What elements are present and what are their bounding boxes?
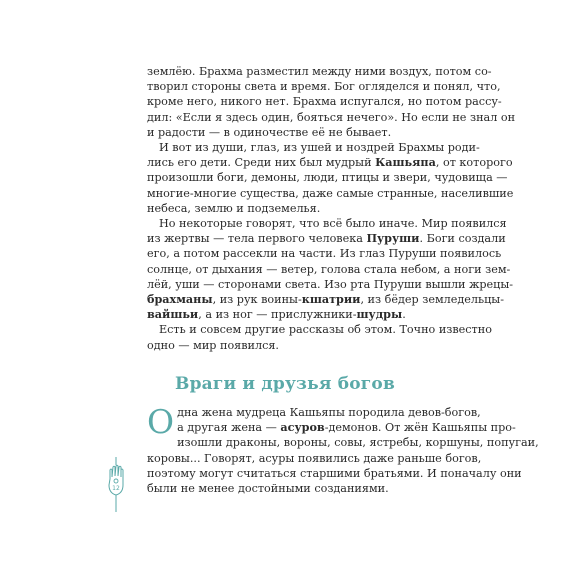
text-line: землёю. Брахма разместил между ними воздух, потом со- <box>147 65 492 78</box>
text-line: дил: «Если я здесь один, бояться нечего». Но если не знал он <box>147 110 516 124</box>
main-text-block <box>147 64 516 353</box>
paragraph-3 <box>147 216 514 322</box>
text-line: солнце, от дыхания — ветер, голова стала небом, а ноги зем- <box>147 262 511 276</box>
text-line: лись его дети. Среди них был мудрый Кашьяпа, от которого <box>147 155 513 170</box>
hamsa-page-number-icon <box>105 457 127 512</box>
text-line: были не менее достойными созданиями. <box>147 482 389 496</box>
text-line: коровы... Говорят, асуры появились даже раньше богов, <box>147 451 482 465</box>
text-line: кроме него, никого нет. Брахма испугался, но потом рассу- <box>147 95 502 109</box>
text-line: из жертвы — тела первого человека Пуруши. Боги создали <box>147 231 506 246</box>
text-line: одно — мир появился. <box>147 338 279 352</box>
section-2-text <box>147 402 539 496</box>
paragraph-4 <box>147 322 492 352</box>
term-asuras: асуров <box>280 420 325 435</box>
text-line: поэтому могут считаться старшими братьями. И поначалу они <box>147 466 522 480</box>
text-line: лёй, уши — сторонами света. Изо рта Пуруши вышли жрецы- <box>147 277 514 291</box>
text-line: многие-многие существа, даже самые странные, населившие <box>147 186 514 200</box>
paragraph-1 <box>147 64 516 140</box>
text-line: И вот из души, глаз, из ушей и ноздрей Брахмы роди- <box>159 141 480 155</box>
text-line: и радости — в одиночестве её не бывает. <box>147 125 392 139</box>
page-number: 12 <box>112 485 120 492</box>
text-line: небеса, землю и подземелья. <box>147 201 321 215</box>
text-line: Но некоторые говорят, что всё было иначе. Мир появился <box>159 217 507 231</box>
text-line: его, а потом рассекли на части. Из глаз Пуруши появилось <box>147 247 502 261</box>
text-line: вайшьи, а из ног — прислужники-шудры. <box>147 307 406 322</box>
text-line: изошли драконы, вороны, совы, ястребы, коршуны, попугаи, <box>177 436 539 450</box>
term-vaishyas: вайшьи <box>147 307 199 322</box>
text-line: дна жена мудреца Кашьяпы породила девов-богов, <box>177 406 481 419</box>
section-heading: Враги и друзья богов <box>175 374 395 394</box>
text-line: творил стороны света и время. Бог огляделся и понял, что, <box>147 80 501 94</box>
drop-cap: О <box>147 402 175 441</box>
term-brahmans: брахманы <box>147 292 213 307</box>
text-line: Есть и совсем другие рассказы об этом. Точно известно <box>159 323 492 337</box>
term-kshatriyas: кшатрии <box>301 292 361 307</box>
term-shudras: шудры <box>356 307 403 322</box>
text-line: брахманы, из рук воины-кшатрии, из бёдер земледельцы- <box>147 292 504 307</box>
term-purusha: Пуруши <box>366 231 420 246</box>
text-line: произошли боги, демоны, люди, птицы и звери, чудовища — <box>147 171 508 185</box>
term-kashyapa: Кашьяпа <box>375 155 436 170</box>
paragraph-2 <box>147 140 514 216</box>
text-line: а другая жена — асуров-демонов. От жён Кашьяпы про- <box>177 420 516 435</box>
